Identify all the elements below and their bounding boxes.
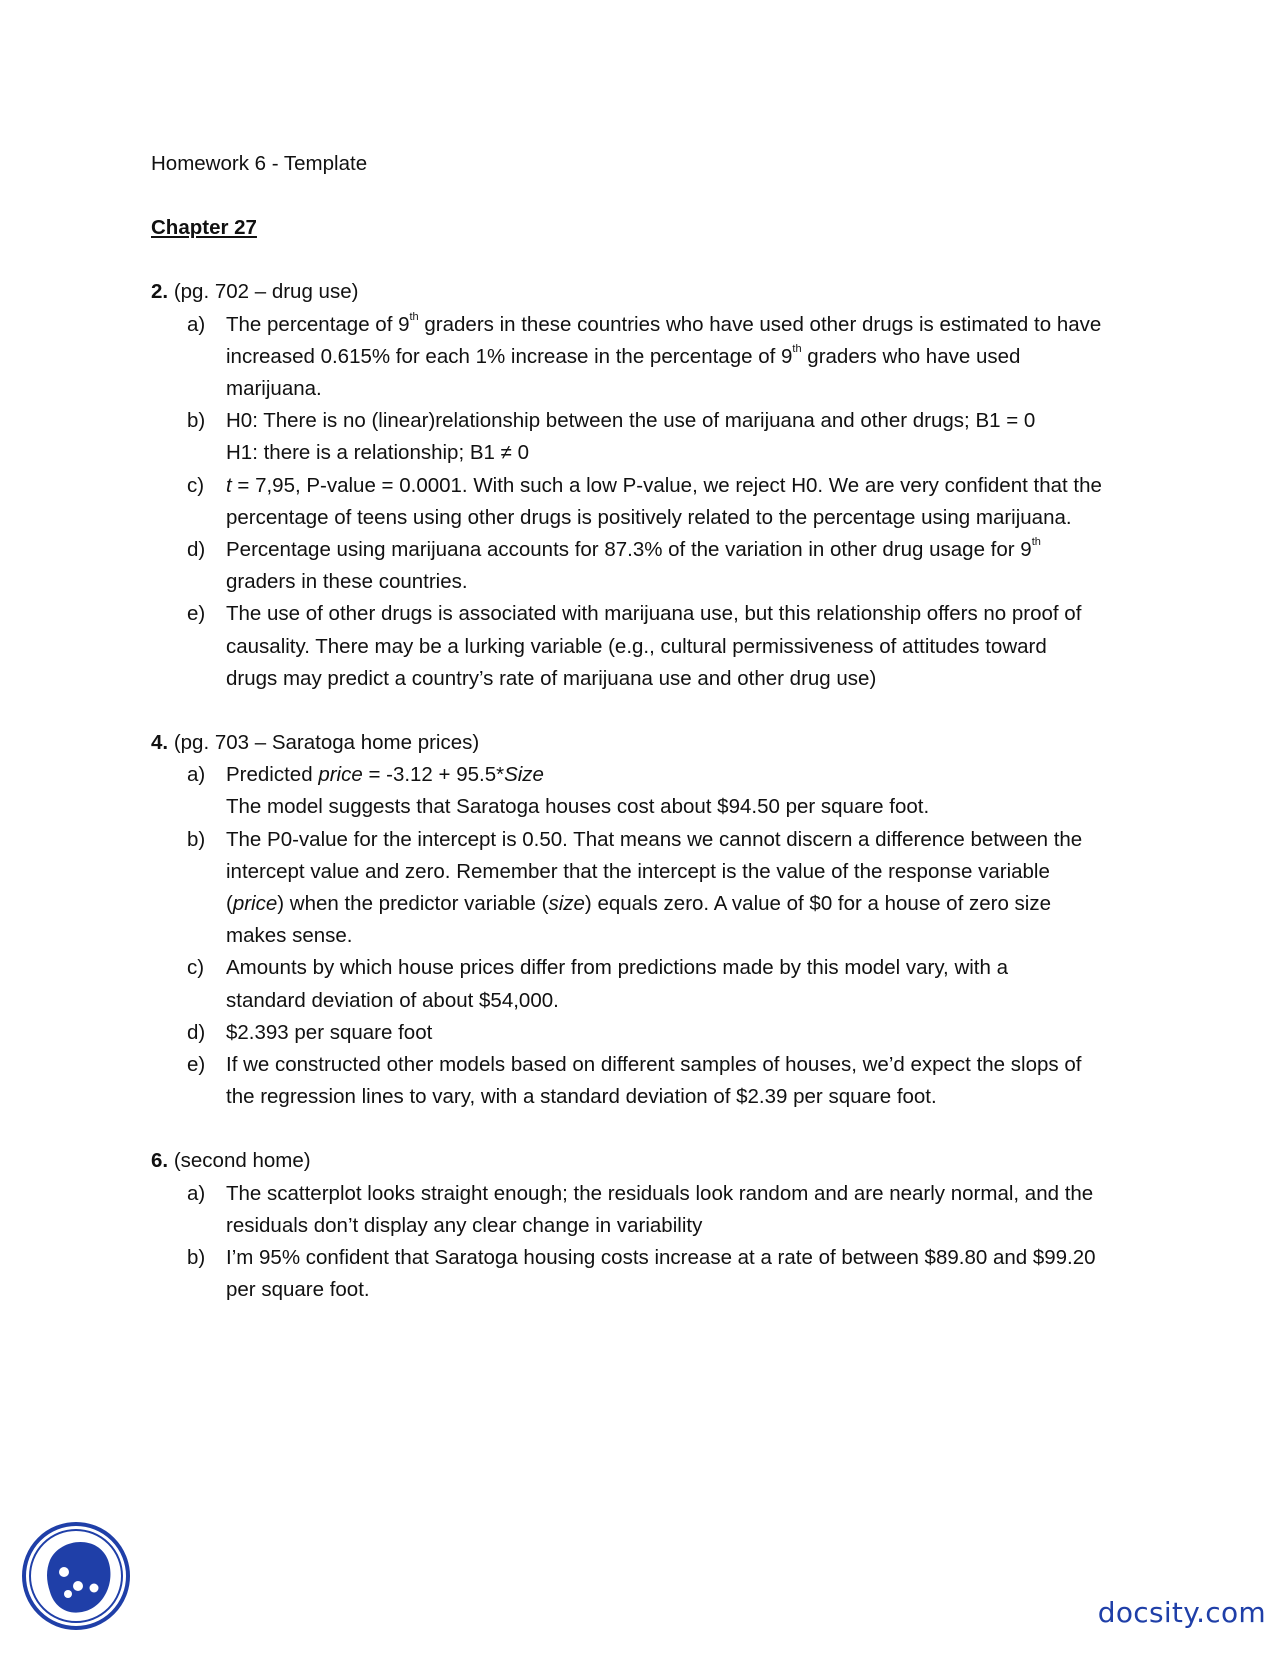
answer-item (151, 1049, 1141, 1113)
answer-letter: e) (187, 1053, 206, 1077)
answer-line: If we constructed other models based on different samples of houses, we’d expect the slops of (226, 1053, 1082, 1077)
answer-item (151, 952, 1141, 1016)
answer-letter: d) (187, 538, 206, 562)
chapter-heading: Chapter 27 (151, 216, 257, 240)
answer-line: residuals don’t display any clear change in variability (226, 1213, 703, 1237)
answer-item (151, 1017, 1141, 1049)
document-page (151, 148, 1141, 1307)
answer-line: (price) when the predictor variable (size) equals zero. A value of $0 for a house of zero size (226, 892, 1052, 916)
question-2 (151, 276, 1141, 695)
answer-line: The model suggests that Saratoga houses cost about $94.50 per square foot. (226, 795, 930, 819)
answer-line: the regression lines to vary, with a standard deviation of $2.39 per square foot. (226, 1085, 937, 1109)
answer-line: makes sense. (226, 924, 353, 948)
answer-line: causality. There may be a lurking variable (e.g., cultural permissiveness of attitudes toward (226, 634, 1047, 658)
answer-line: The percentage of 9th graders in these countries who have used other drugs is estimated to have (226, 310, 1102, 336)
answer-item (151, 405, 1141, 469)
answer-line: marijuana. (226, 377, 322, 401)
answer-line: graders in these countries. (226, 570, 468, 594)
answer-letter: b) (187, 1246, 206, 1270)
answer-item (151, 470, 1141, 534)
answer-line: I’m 95% confident that Saratoga housing costs increase at a rate of between $89.80 and $99.20 (226, 1246, 1096, 1270)
answer-line: The scatterplot looks straight enough; the residuals look random and are nearly normal, and the (226, 1181, 1094, 1205)
answer-letter: e) (187, 602, 206, 626)
answer-letter: b) (187, 409, 206, 433)
docsity-logo-icon[interactable] (20, 1520, 132, 1632)
answer-line: Amounts by which house prices differ from predictions made by this model vary, with a (226, 956, 1009, 980)
docsity-brand-link[interactable]: docsity.com (1097, 1596, 1266, 1629)
question-number: 4. (151, 731, 169, 755)
answer-letter: a) (187, 1181, 206, 1205)
answer-line: H1: there is a relationship; B1 ≠ 0 (226, 441, 529, 465)
question-reference: (pg. 702 – drug use) (173, 280, 359, 304)
answer-letter: c) (187, 473, 205, 497)
answer-line: Percentage using marijuana accounts for 87.3% of the variation in other drug usage for 9th (226, 536, 1041, 562)
answer-item (151, 534, 1141, 598)
answer-line: percentage of teens using other drugs is positively related to the percentage using marijuana. (226, 505, 1072, 529)
question-2-heading (151, 276, 1141, 308)
question-number: 6. (151, 1149, 169, 1173)
answer-line: standard deviation of about $54,000. (226, 988, 559, 1012)
document-title: Homework 6 - Template (151, 152, 368, 175)
answer-line: Predicted price = -3.12 + 95.5*Size (226, 763, 544, 787)
question-4 (151, 727, 1141, 1113)
answer-item (151, 759, 1141, 823)
answer-letter: d) (187, 1020, 206, 1044)
answer-line: t = 7,95, P-value = 0.0001. With such a low P-value, we reject H0. We are very confident that the (226, 473, 1102, 497)
question-6 (151, 1145, 1141, 1306)
answer-line: The P0-value for the intercept is 0.50. That means we cannot discern a difference between the (226, 827, 1083, 851)
question-reference: (pg. 703 – Saratoga home prices) (173, 731, 480, 755)
answer-item (151, 598, 1141, 695)
question-reference: (second home) (173, 1149, 311, 1173)
answer-item (151, 309, 1141, 406)
answer-line: increased 0.615% for each 1% increase in the percentage of 9th graders who have used (226, 342, 1021, 368)
answer-item (151, 824, 1141, 953)
answer-line: H0: There is no (linear)relationship between the use of marijuana and other drugs; B1 = 0 (226, 409, 1036, 433)
answer-letter: c) (187, 956, 205, 980)
answer-line: intercept value and zero. Remember that the intercept is the value of the response variable (226, 859, 1050, 883)
answer-line: The use of other drugs is associated with marijuana use, but this relationship offers no proof of (226, 602, 1082, 626)
answer-line: $2.393 per square foot (226, 1020, 433, 1044)
question-number: 2. (151, 280, 169, 304)
answer-item (151, 1242, 1141, 1306)
answer-line: drugs may predict a country’s rate of marijuana use and other drug use) (226, 666, 877, 690)
answer-item (151, 1178, 1141, 1242)
answer-letter: a) (187, 763, 206, 787)
question-6-heading (151, 1145, 1141, 1177)
question-4-heading (151, 727, 1141, 759)
answer-line: per square foot. (226, 1278, 370, 1302)
answer-letter: a) (187, 312, 206, 336)
answer-letter: b) (187, 827, 206, 851)
